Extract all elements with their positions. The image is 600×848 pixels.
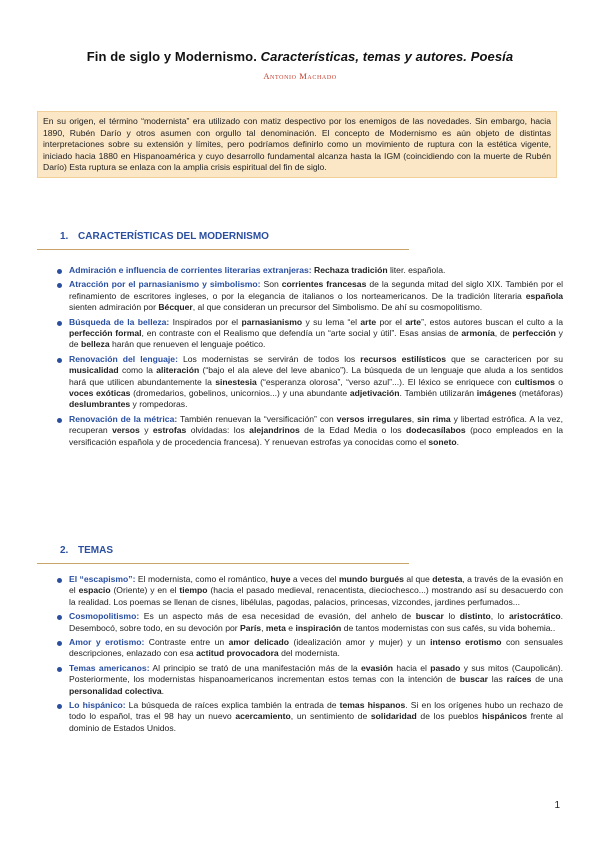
- page-title: [0, 49, 600, 64]
- text-run: . También utilizarán: [399, 388, 477, 399]
- list-item: [55, 414, 563, 448]
- emphasis: alejandrinos: [249, 425, 300, 436]
- emphasis: Rechaza tradición: [314, 265, 388, 275]
- text-run: Los modernistas se servirán de todos los: [177, 353, 361, 364]
- text-run: (dromedarios, gobelinos, unicornios...) y una abundante: [130, 388, 350, 399]
- list-item: [55, 317, 563, 351]
- emphasis: perfección: [512, 328, 556, 339]
- item-term: Renovación del lenguaje:: [69, 353, 178, 364]
- text-run: En su origen, el término “modernista” era utilizado con matiz despectivo por los enemigos de las novedades. Sin embargo, hacia 1890, Rubén Darío y otros asumen con orgullo tal denominación. El concepto de Modernismo es aún objeto de distintas interpretaciones sobre su extensión y límites, pero podríamos definirlo como un movimiento de ruptura con la estética vigente, iniciado hacia 1880 en Hispanoamérica y cuyo desarrollo fundamental alcanza hasta la IGM (coincidiendo con la muerte de Rubén Darío) Esta ruptura se enlaza con la amplia crisis espiritual del fin de siglo.: [43, 116, 551, 173]
- emphasis: deslumbrantes: [69, 399, 131, 410]
- emphasis: pasado: [430, 662, 461, 673]
- emphasis: parnasianismo: [241, 316, 303, 327]
- emphasis: dodecasílabos: [405, 425, 466, 436]
- text-run: las: [487, 674, 507, 685]
- text-run: liter. española.: [387, 265, 446, 275]
- item-term: Cosmopolitismo:: [69, 611, 140, 622]
- emphasis: buscar: [459, 674, 488, 685]
- section-number: 1.: [60, 231, 69, 242]
- emphasis: corrientes francesas: [281, 279, 367, 290]
- text-run: al que: [403, 574, 433, 584]
- text-run: , de: [494, 328, 513, 339]
- emphasis: armonía: [461, 328, 495, 339]
- list-item: [55, 637, 563, 660]
- emphasis: Bécquer: [158, 302, 193, 313]
- emphasis: española: [525, 290, 563, 301]
- section-heading-temas: [60, 545, 113, 556]
- item-term: El “escapismo”:: [69, 574, 136, 584]
- emphasis: aristocrático: [509, 611, 561, 622]
- emphasis: cultismos: [514, 376, 555, 387]
- text-run: (“bajo el ala aleve del leve abanico”). La búsqueda de un lenguaje que aluda a los sentidos hará que utilicen abundantemente la: [69, 365, 563, 387]
- emphasis: inspiración: [295, 622, 342, 633]
- text-run: frente al dominio de Estados Unidos.: [69, 711, 563, 733]
- text-run: y rompedoras.: [130, 399, 188, 410]
- emphasis: musicalidad: [69, 365, 119, 376]
- emphasis: tiempo: [179, 585, 208, 596]
- emphasis: soneto: [428, 436, 457, 447]
- text-run: También renuevan la “versificación” con: [177, 413, 337, 424]
- text-run: olvidadas: los: [186, 425, 250, 436]
- emphasis: raíces: [506, 674, 532, 685]
- text-run: ,: [411, 413, 418, 424]
- text-run: , al que consideran un precursor del Simbolismo. De ahí su cosmopolitismo.: [192, 302, 483, 313]
- text-run: y libertad estrófica. A la vez, recuperan: [69, 413, 563, 436]
- title-main: Fin de siglo y Modernismo.: [86, 49, 261, 64]
- emphasis: recursos estilísticos: [360, 353, 447, 364]
- emphasis: personalidad colectiva: [69, 685, 162, 696]
- list-item: [55, 700, 563, 734]
- text-run: Son: [260, 279, 282, 290]
- section-divider: [37, 249, 409, 250]
- emphasis: intenso erotismo: [430, 637, 502, 648]
- item-term: Temas americanos:: [69, 662, 150, 673]
- text-run: lo: [443, 611, 460, 622]
- emphasis: sinestesia: [215, 376, 257, 387]
- text-run: a veces del: [290, 574, 339, 584]
- item-term: Renovación de la métrica:: [69, 413, 178, 424]
- text-run: ”, estos autores buscan el culto a la: [421, 316, 563, 327]
- emphasis: amor delicado: [228, 637, 289, 648]
- text-run: (Oriente) y en el: [110, 585, 180, 596]
- text-run: y sus mitos (Caupolicán). Posteriormente, los modernistas hispanoamericanos incrementan estos temas con la intención de: [69, 662, 564, 685]
- page-number: 1: [554, 800, 560, 811]
- item-term: Admiración e influencia de corrientes literarias extranjeras:: [69, 265, 312, 275]
- text-run: (idealización amor y mujer) y un: [288, 637, 431, 648]
- text-run: (“esperanza olorosa”, “verso azul”...). El léxico se enriquece con: [256, 376, 515, 387]
- text-run: de los pueblos: [416, 711, 483, 722]
- text-run: o: [554, 376, 563, 387]
- author-subtitle: Antonio Machado: [263, 71, 337, 81]
- text-run: , un sentimiento de: [290, 711, 371, 722]
- list-item: [55, 265, 563, 276]
- emphasis: voces exóticas: [69, 388, 131, 399]
- item-term: Amor y erotismo:: [69, 637, 145, 648]
- item-term: Lo hispánico:: [69, 700, 126, 711]
- emphasis: evasión: [361, 662, 394, 673]
- text-run: (hacia el pasado medieval, renacentista, dieciochesco...) mostrando así su desacuerdo con la realidad. Los poemas se llenan de cisnes, libélulas, pagodas, palacios, princesas, vizcondes, jardines perfumados...: [69, 585, 563, 607]
- section-divider: [37, 563, 409, 564]
- text-run: Inspirados por el: [169, 316, 242, 327]
- list-item: [55, 611, 563, 634]
- emphasis: versos: [112, 425, 140, 436]
- emphasis: perfección formal: [69, 328, 142, 339]
- emphasis: espacio: [78, 585, 111, 596]
- emphasis: estrofas: [152, 425, 187, 436]
- emphasis: meta: [265, 622, 286, 633]
- emphasis: distinto: [459, 611, 491, 622]
- emphasis: mundo burgués: [338, 574, 404, 584]
- text-run: como la: [118, 365, 157, 376]
- section-number: 2.: [60, 545, 69, 556]
- text-run: , en contraste con el Realismo que defendía un “arte social y útil”. Esas ansias de: [141, 328, 462, 339]
- text-run: El modernista, como el romántico,: [135, 574, 271, 584]
- text-run: que se caractericen por su: [446, 353, 563, 364]
- list-item: [55, 663, 563, 697]
- list-item: [55, 574, 563, 608]
- emphasis: sin rima: [417, 413, 451, 424]
- text-run: , a través de la evasión en el: [69, 574, 563, 596]
- list-caracteristicas: [55, 265, 563, 451]
- emphasis: adjetivación: [349, 388, 400, 399]
- title-italic: Características, temas y autores. Poesía: [260, 49, 514, 64]
- item-term: Atracción por el parnasianismo y simbolismo:: [69, 279, 261, 290]
- emphasis: buscar: [415, 611, 444, 622]
- emphasis: solidaridad: [370, 711, 417, 722]
- text-run: con sensuales descripciones, enlazado con esa: [69, 637, 563, 659]
- text-run: .: [456, 436, 459, 447]
- emphasis: detesta: [432, 574, 463, 584]
- emphasis: arte: [360, 316, 377, 327]
- emphasis: huye: [270, 574, 291, 584]
- emphasis: temas hispanos: [339, 700, 406, 711]
- emphasis: hispánicos: [482, 711, 527, 722]
- text-run: del modernista.: [278, 648, 340, 659]
- text-run: ,: [261, 622, 266, 633]
- text-run: y su lema “el: [302, 316, 361, 327]
- emphasis: arte: [405, 316, 422, 327]
- list-item: [55, 354, 563, 411]
- text-run: de la segunda mitad del siglo XIX. También por el refinamiento de escritores ingleses, o por la elegancia de italianos o los norteamericanos. De la tradición literaria: [69, 279, 564, 301]
- text-run: . Desembocó, sobre todo, en su devoción por: [69, 611, 563, 633]
- text-run: y: [139, 425, 153, 436]
- text-run: . Si en los orígenes hubo un rechazo de todo lo español, tras el 98 hay un nuevo: [69, 700, 563, 722]
- text-run: de la Edad Media o los: [299, 425, 406, 436]
- text-run: Contraste entre un: [144, 637, 229, 648]
- text-run: de una: [531, 674, 563, 685]
- emphasis: aliteración: [156, 365, 200, 376]
- intro-box: [37, 111, 557, 178]
- emphasis: actitud provocadora: [196, 648, 279, 659]
- text-run: harán que renueven el lenguaje poético.: [109, 339, 266, 350]
- emphasis: belleza: [80, 339, 110, 350]
- text-run: e: [285, 622, 296, 633]
- emphasis: París: [240, 622, 262, 633]
- text-run: de tantos modernistas con sus cafés, su vida bohemia..: [341, 622, 556, 633]
- section-title: TEMAS: [78, 545, 113, 556]
- item-term: Búsqueda de la belleza:: [69, 316, 170, 327]
- text-run: .: [161, 685, 165, 696]
- emphasis: acercamiento: [235, 711, 291, 722]
- text-run: sienten admiración por: [69, 302, 159, 313]
- text-run: y de: [69, 328, 563, 350]
- emphasis: imágenes: [476, 388, 517, 399]
- text-run: hacia el: [393, 662, 431, 673]
- emphasis: versos irregulares: [336, 413, 412, 424]
- text-run: La búsqueda de raíces explica también la entrada de: [125, 700, 340, 711]
- text-run: , lo: [490, 611, 510, 622]
- section-heading-caracteristicas: [60, 231, 269, 242]
- text-run: (poco empleados en la versificación española y de procedencia francesa). Y renuevan estrofas ya conocidas como el: [69, 425, 564, 447]
- text-run: por el: [376, 316, 406, 327]
- list-item: [55, 279, 563, 313]
- text-run: Es un aspecto más de esa necesidad de evasión, del anhelo de: [139, 611, 416, 622]
- text-run: (metáforas): [516, 388, 563, 399]
- list-temas: [55, 574, 563, 737]
- text-run: Al principio se trató de una manifestación más de la: [149, 662, 362, 673]
- section-title: CARACTERÍSTICAS DEL MODERNISMO: [78, 231, 269, 242]
